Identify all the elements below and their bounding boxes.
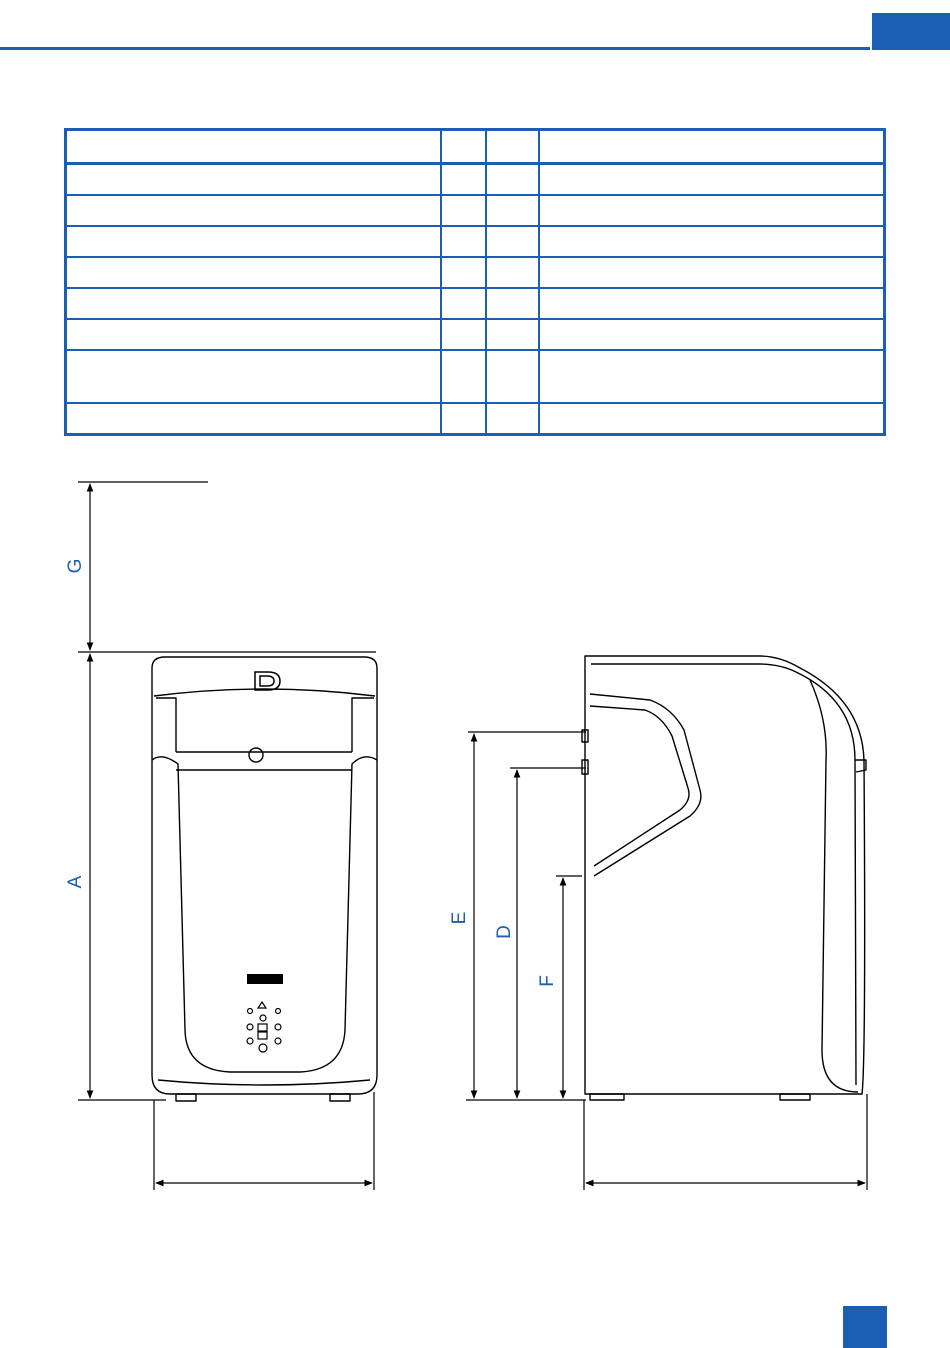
brand-logo-icon [255,672,280,690]
dim-label-f: F [537,975,558,987]
side-view [582,656,866,1100]
front-view [152,657,377,1101]
dim-label-d: D [494,925,515,939]
dim-label-a: A [65,875,86,889]
brand-wordmark-icon [247,974,283,984]
dim-label-g: G [65,558,86,574]
control-buttons-icon [247,1002,281,1052]
dim-label-e: E [449,911,470,925]
page-number-tab [843,1306,887,1348]
dimension-lines [78,482,867,1190]
